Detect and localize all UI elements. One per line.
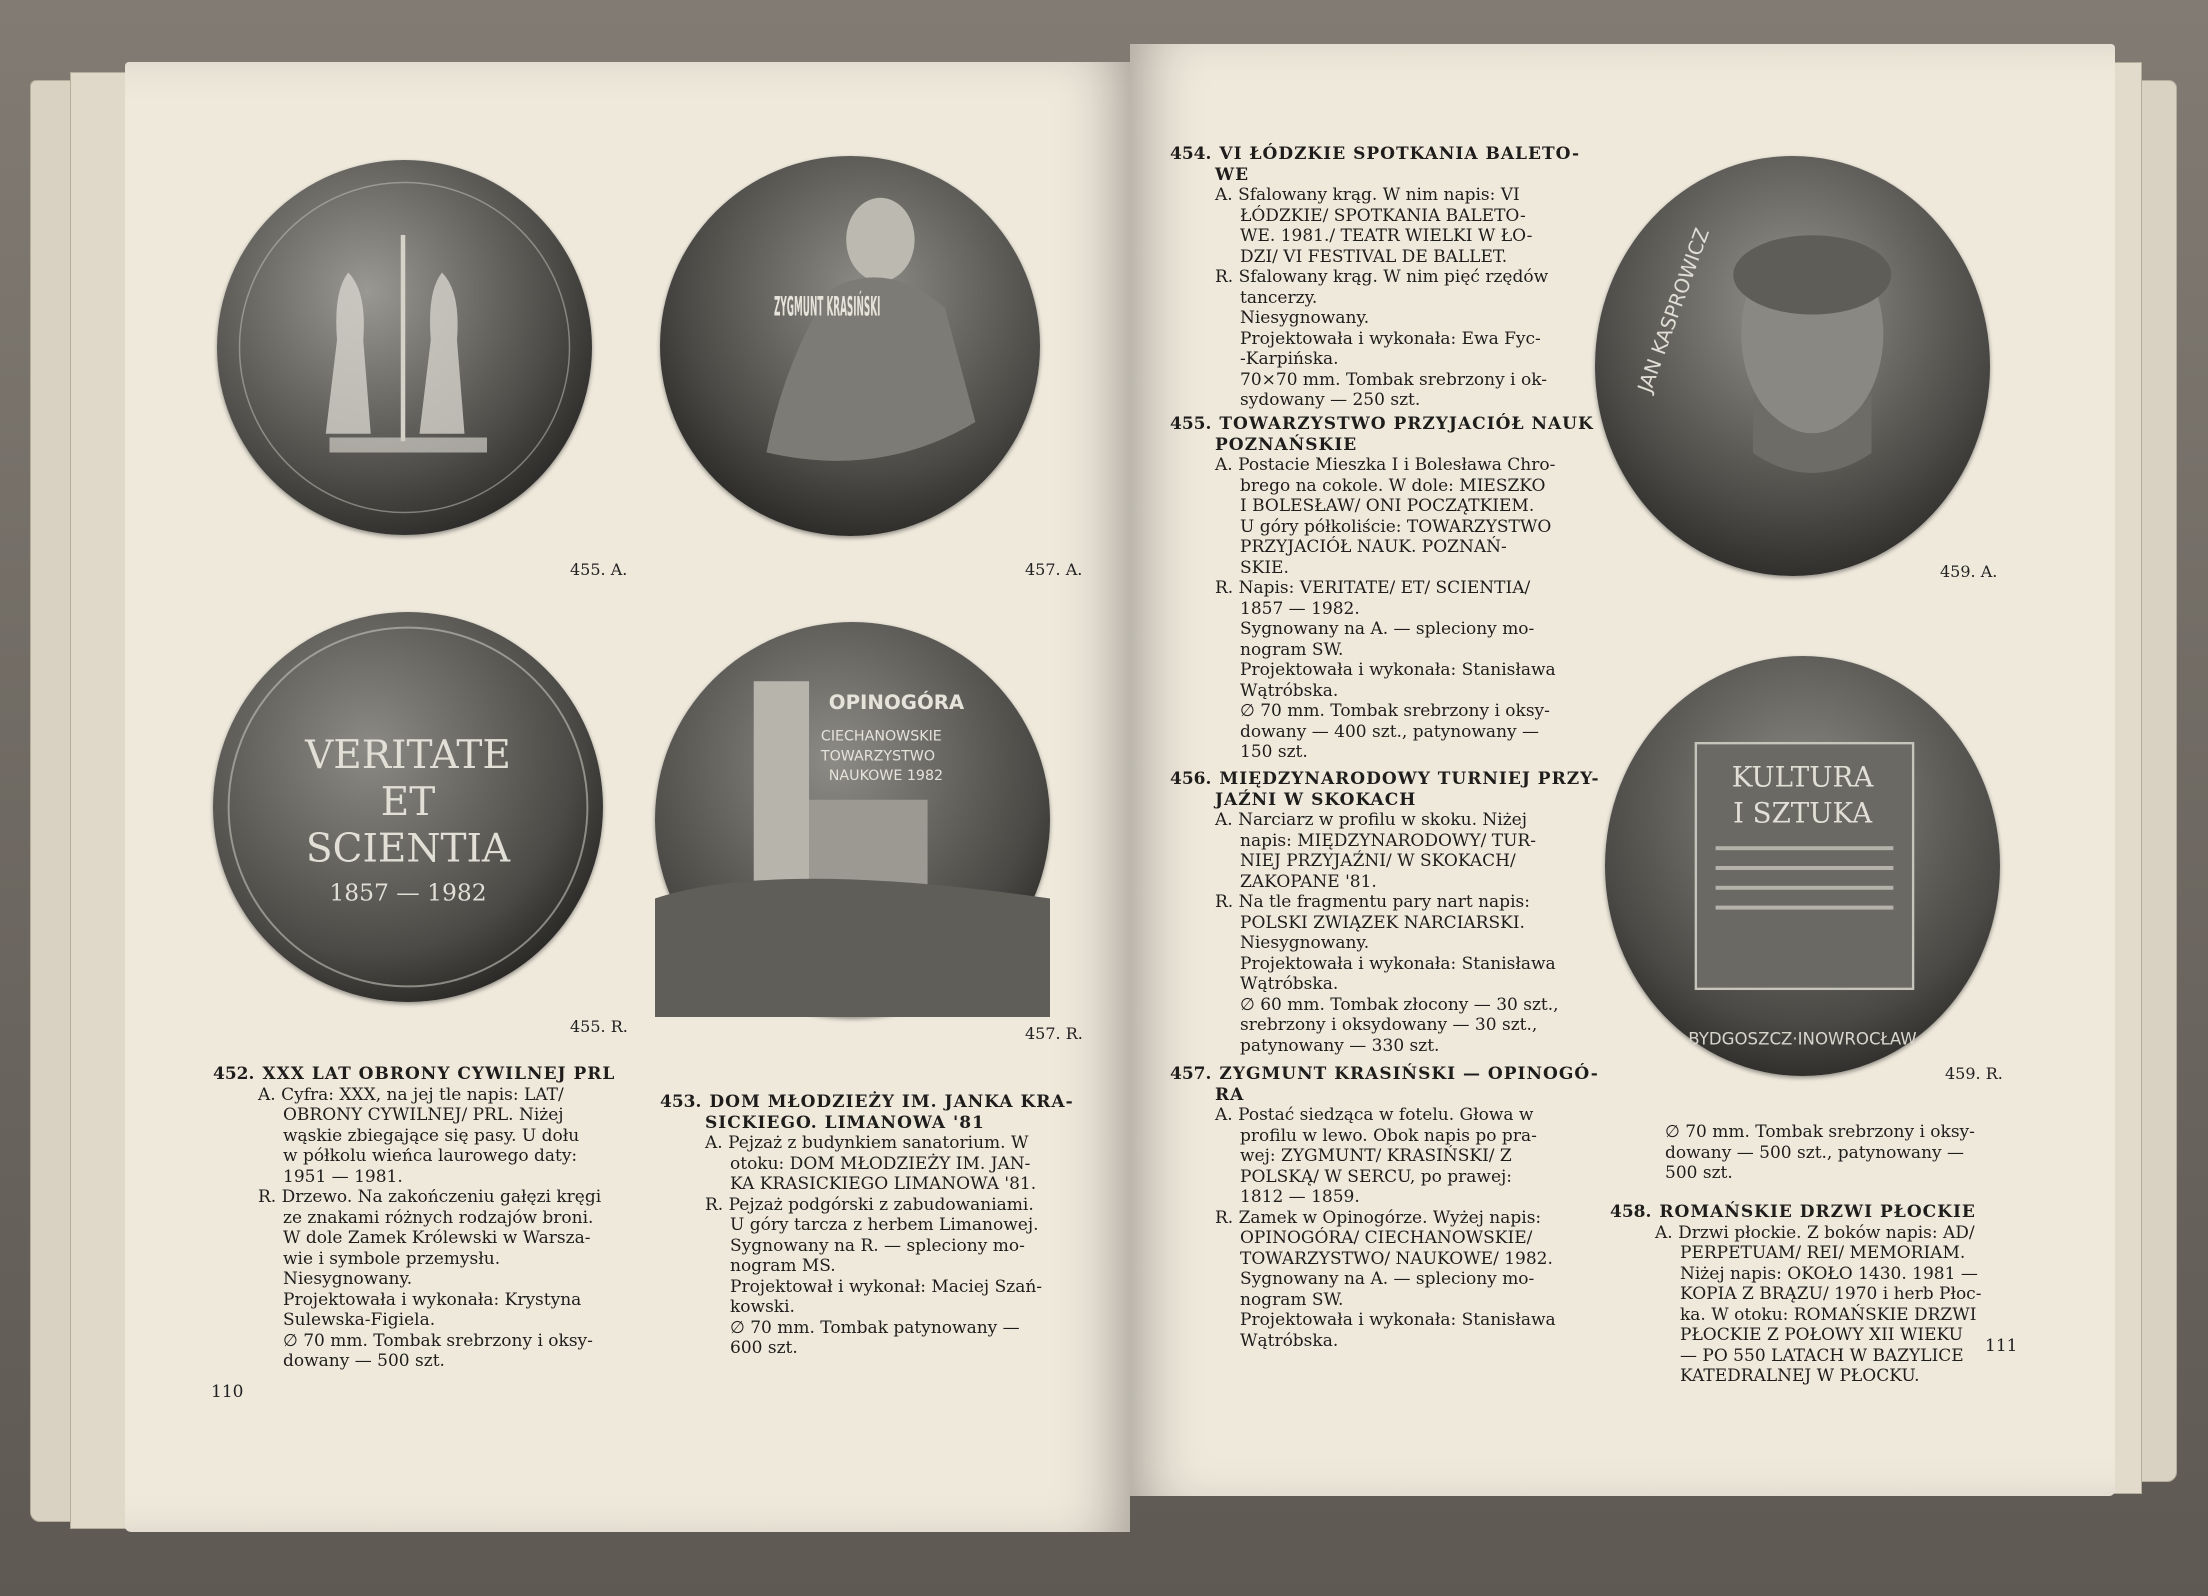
catalog-entry-454 xyxy=(1170,144,1640,411)
entry-line: OPINOGÓRA/ CIECHANOWSKIE/ xyxy=(1240,1228,1533,1248)
entry-title-continued: WE xyxy=(1215,164,1250,185)
entry-line: POLSKĄ/ W SERCU, po prawej: xyxy=(1240,1166,1513,1187)
entry-number: 454. xyxy=(1170,144,1212,164)
entry-line: 150 szt. xyxy=(1240,742,1308,762)
medal-caption: 455. A. xyxy=(570,560,628,579)
medal-459-obverse xyxy=(1595,156,1990,576)
catalog-entry-458 xyxy=(1610,1202,2050,1387)
right-page xyxy=(1130,44,2115,1496)
entry-title: ROMAŃSKIE DRZWI PŁOCKIE xyxy=(1659,1202,1976,1222)
entry-line: WE. 1981./ TEATR WIELKI W ŁO- xyxy=(1240,226,1533,246)
entry-line: U góry półkoliście: TOWARZYSTWO xyxy=(1240,516,1552,537)
entry-line: dowany — 500 szt. xyxy=(283,1351,445,1371)
entry-line: dowany — 400 szt., patynowany — xyxy=(1240,721,1540,742)
entry-line: Niesygnowany. xyxy=(1240,308,1370,328)
entry-line: Niesygnowany. xyxy=(283,1269,413,1289)
entry-line: Wątróbska. xyxy=(1240,974,1339,994)
entry-line: R. Zamek w Opinogórze. Wyżej napis: xyxy=(1215,1207,1542,1228)
entry-number: 453. xyxy=(660,1092,702,1112)
entry-title: XXX LAT OBRONY CYWILNEJ PRL xyxy=(262,1064,616,1084)
entry-line: ∅ 70 mm. Tombak srebrzony i oksy- xyxy=(1240,701,1550,721)
entry-title: DOM MŁODZIEŻY IM. JANKA KRA- xyxy=(709,1092,1074,1112)
catalog-entry-459-cont xyxy=(1640,1122,2080,1184)
entry-line: Sygnowany na A. — spleciony mo- xyxy=(1240,619,1535,639)
entry-line: R. Pejzaż podgórski z zabudowaniami. xyxy=(705,1194,1034,1215)
entry-line: ∅ 60 mm. Tombak złocony — 30 szt., xyxy=(1240,994,1559,1015)
entry-line: Niesygnowany. xyxy=(1240,933,1370,953)
entry-line: brego na cokole. W dole: MIESZKO xyxy=(1240,475,1546,496)
entry-line: R. Napis: VERITATE/ ET/ SCIENTIA/ xyxy=(1215,578,1531,598)
svg-text:SCIENTIA: SCIENTIA xyxy=(305,826,511,872)
catalog-entry-455 xyxy=(1170,414,1640,763)
entry-title: VI ŁÓDZKIE SPOTKANIA BALETO- xyxy=(1219,144,1581,164)
entry-line: 1812 — 1859. xyxy=(1240,1187,1360,1207)
entry-line: A. Cyfra: XXX, na jej tle napis: LAT/ xyxy=(258,1084,564,1105)
entry-title: MIĘDZYNARODOWY TURNIEJ PRZY- xyxy=(1219,769,1600,789)
svg-text:BYDGOSZCZ·INOWROCŁAW: BYDGOSZCZ·INOWROCŁAW xyxy=(1688,1029,1917,1049)
entry-line: R. Drzewo. Na zakończeniu gałęzi kręgi xyxy=(258,1187,602,1207)
entry-line: KA KRASICKIEGO LIMANOWA '81. xyxy=(730,1174,1037,1194)
entry-line: Sygnowany na A. — spleciony mo- xyxy=(1240,1269,1535,1289)
entry-number: 457. xyxy=(1170,1064,1212,1084)
entry-title-continued: SICKIEGO. LIMANOWA '81 xyxy=(705,1112,985,1133)
entry-number: 458. xyxy=(1610,1202,1652,1222)
entry-line: ŁÓDZKIE/ SPOTKANIA BALETO- xyxy=(1240,205,1526,226)
svg-text:TOWARZYSTWO: TOWARZYSTWO xyxy=(820,748,936,765)
entry-line: nogram SW. xyxy=(1240,639,1344,660)
entry-line: Projektowała i wykonała: Ewa Fyc- xyxy=(1240,328,1541,349)
entry-line: Wątróbska. xyxy=(1240,1330,1339,1351)
medal-459-reverse xyxy=(1605,656,2000,1076)
entry-line: NIEJ PRZYJAŹNI/ W SKOKACH/ xyxy=(1240,851,1516,871)
entry-line: 1857 — 1982. xyxy=(1240,598,1360,619)
entry-line: Projektowała i wykonała: Stanisława xyxy=(1240,660,1556,680)
entry-line: Projektowała i wykonała: Stanisława xyxy=(1240,1310,1556,1330)
medal-455-reverse xyxy=(213,612,603,1002)
catalog-entry-453 xyxy=(660,1092,1110,1359)
entry-line: ze znakami różnych rodzajów broni. xyxy=(283,1207,594,1228)
entry-line: nogram SW. xyxy=(1240,1289,1344,1310)
svg-text:NAUKOWE 1982: NAUKOWE 1982 xyxy=(828,768,944,784)
medal-457-obverse xyxy=(660,156,1040,536)
entry-title-continued: JAŹNI W SKOKACH xyxy=(1215,789,1417,810)
entry-line: 600 szt. xyxy=(730,1338,798,1358)
entry-number: 452. xyxy=(213,1064,255,1084)
entry-line: sydowany — 250 szt. xyxy=(1240,390,1421,410)
entry-line: nogram MS. xyxy=(730,1256,836,1276)
medal-caption: 457. A. xyxy=(1025,560,1083,579)
entry-line: tancerzy. xyxy=(1240,287,1318,308)
page-number: 111 xyxy=(1985,1336,2018,1356)
entry-line: ∅ 70 mm. Tombak srebrzony i oksy- xyxy=(1665,1122,1975,1142)
entry-line: napis: MIĘDZYNARODOWY/ TUR- xyxy=(1240,830,1536,851)
entry-line: 70×70 mm. Tombak srebrzony i ok- xyxy=(1240,369,1547,390)
entry-line: A. Sfalowany krąg. W nim napis: VI xyxy=(1215,185,1520,205)
svg-text:KULTURA: KULTURA xyxy=(1731,760,1874,794)
entry-line: R. Sfalowany krąg. W nim pięć rzędów xyxy=(1215,267,1549,287)
entry-line: PERPETUAM/ REI/ MEMORIAM. xyxy=(1680,1243,1966,1263)
entry-number: 456. xyxy=(1170,769,1212,789)
entry-line: OBRONY CYWILNEJ/ PRL. Niżej xyxy=(283,1105,564,1125)
entry-line: Wątróbska. xyxy=(1240,680,1339,701)
entry-line: KOPIA Z BRĄZU/ 1970 i herb Płoc- xyxy=(1680,1284,1982,1304)
medal-caption: 459. R. xyxy=(1945,1064,2003,1083)
entry-line: Niżej napis: OKOŁO 1430. 1981 — xyxy=(1680,1263,1978,1284)
entry-title: TOWARZYSTWO PRZYJACIÓŁ NAUK xyxy=(1219,414,1594,434)
entry-line: 1951 — 1981. xyxy=(283,1166,403,1187)
entry-line: A. Narciarz w profilu w skoku. Niżej xyxy=(1215,810,1528,830)
left-page xyxy=(125,62,1130,1532)
medal-caption: 457. R. xyxy=(1025,1024,1083,1043)
medal-caption: 459. A. xyxy=(1940,562,1998,581)
medal-caption: 455. R. xyxy=(570,1017,628,1036)
catalog-entry-456 xyxy=(1170,769,1640,1056)
entry-line: SKIE. xyxy=(1240,557,1289,578)
entry-line: DZI/ VI FESTIVAL DE BALLET. xyxy=(1240,246,1508,267)
medal-455-obverse xyxy=(217,160,592,535)
entry-line: wie i symbole przemysłu. xyxy=(283,1248,501,1269)
entry-line: Projektowała i wykonała: Krystyna xyxy=(283,1289,582,1310)
medal-457-reverse xyxy=(655,622,1050,1017)
entry-line: W dole Zamek Królewski w Warsza- xyxy=(283,1228,591,1248)
catalog-entry-452 xyxy=(213,1064,653,1372)
entry-line: -Karpińska. xyxy=(1240,349,1339,369)
entry-line: Sygnowany na R. — spleciony mo- xyxy=(730,1235,1025,1256)
entry-line: Projektował i wykonał: Maciej Szań- xyxy=(730,1276,1043,1297)
svg-text:VERITATE: VERITATE xyxy=(305,733,511,778)
entry-line: Projektowała i wykonała: Stanisława xyxy=(1240,953,1556,974)
entry-line: A. Postać siedząca w fotelu. Głowa w xyxy=(1215,1105,1534,1125)
entry-line: TOWARZYSTWO/ NAUKOWE/ 1982. xyxy=(1240,1248,1553,1269)
entry-line: wej: ZYGMUNT/ KRASIŃSKI/ Z xyxy=(1240,1146,1512,1166)
svg-text:OPINOGÓRA: OPINOGÓRA xyxy=(828,690,965,714)
entry-line: A. Postacie Mieszka I i Bolesława Chro- xyxy=(1215,455,1556,475)
entry-line: ∅ 70 mm. Tombak srebrzony i oksy- xyxy=(283,1330,593,1351)
entry-title: ZYGMUNT KRASIŃSKI — OPINOGÓ- xyxy=(1219,1064,1599,1084)
entry-line: ZAKOPANE '81. xyxy=(1240,871,1377,892)
svg-text:CIECHANOWSKIE: CIECHANOWSKIE xyxy=(820,728,942,745)
entry-line: ∅ 70 mm. Tombak patynowany — xyxy=(730,1317,1020,1338)
entry-line: KATEDRALNEJ W PŁOCKU. xyxy=(1680,1366,1920,1386)
entry-line: ka. W otoku: ROMAŃSKIE DRZWI xyxy=(1680,1304,1977,1325)
entry-line: A. Drzwi płockie. Z boków napis: AD/ xyxy=(1655,1222,1975,1243)
entry-line: 500 szt. xyxy=(1665,1163,1733,1183)
svg-text:ET: ET xyxy=(380,779,436,825)
entry-title-continued: POZNAŃSKIE xyxy=(1215,434,1358,455)
entry-line: POLSKI ZWIĄZEK NARCIARSKI. xyxy=(1240,912,1525,933)
page-number: 110 xyxy=(211,1382,244,1402)
entry-line: srebrzony i oksydowany — 30 szt., xyxy=(1240,1015,1538,1035)
catalog-entry-457 xyxy=(1170,1064,1640,1351)
entry-line: Sulewska-Figiela. xyxy=(283,1310,436,1330)
svg-text:I SZTUKA: I SZTUKA xyxy=(1732,796,1873,830)
entry-line: U góry tarcza z herbem Limanowej. xyxy=(730,1215,1039,1235)
entry-line: wąskie zbiegające się pasy. U dołu xyxy=(283,1125,580,1146)
entry-line: w półkolu wieńca laurowego daty: xyxy=(283,1146,578,1166)
svg-text:JAN KASPROWICZ: JAN KASPROWICZ xyxy=(1633,225,1714,396)
entry-line: otoku: DOM MŁODZIEŻY IM. JAN- xyxy=(730,1153,1031,1174)
svg-text:1857 — 1982: 1857 — 1982 xyxy=(329,878,487,907)
entry-number: 455. xyxy=(1170,414,1212,434)
entry-line: PRZYJACIÓŁ NAUK. POZNAŃ- xyxy=(1240,537,1507,557)
entry-line: A. Pejzaż z budynkiem sanatorium. W xyxy=(705,1133,1029,1153)
entry-line: — PO 550 LATACH W BAZYLICE xyxy=(1680,1345,1964,1366)
entry-line: I BOLESŁAW/ ONI POCZĄTKIEM. xyxy=(1240,496,1535,516)
entry-title-continued: RA xyxy=(1215,1084,1245,1105)
entry-line: PŁOCKIE Z POŁOWY XII WIEKU xyxy=(1680,1325,1963,1345)
entry-line: profilu w lewo. Obok napis po pra- xyxy=(1240,1125,1537,1146)
medal-inscription xyxy=(774,291,880,323)
entry-line: R. Na tle fragmentu pary nart napis: xyxy=(1215,892,1530,912)
entry-line: dowany — 500 szt., patynowany — xyxy=(1665,1142,1965,1163)
entry-line: patynowany — 330 szt. xyxy=(1240,1035,1440,1056)
entry-line: kowski. xyxy=(730,1297,795,1317)
